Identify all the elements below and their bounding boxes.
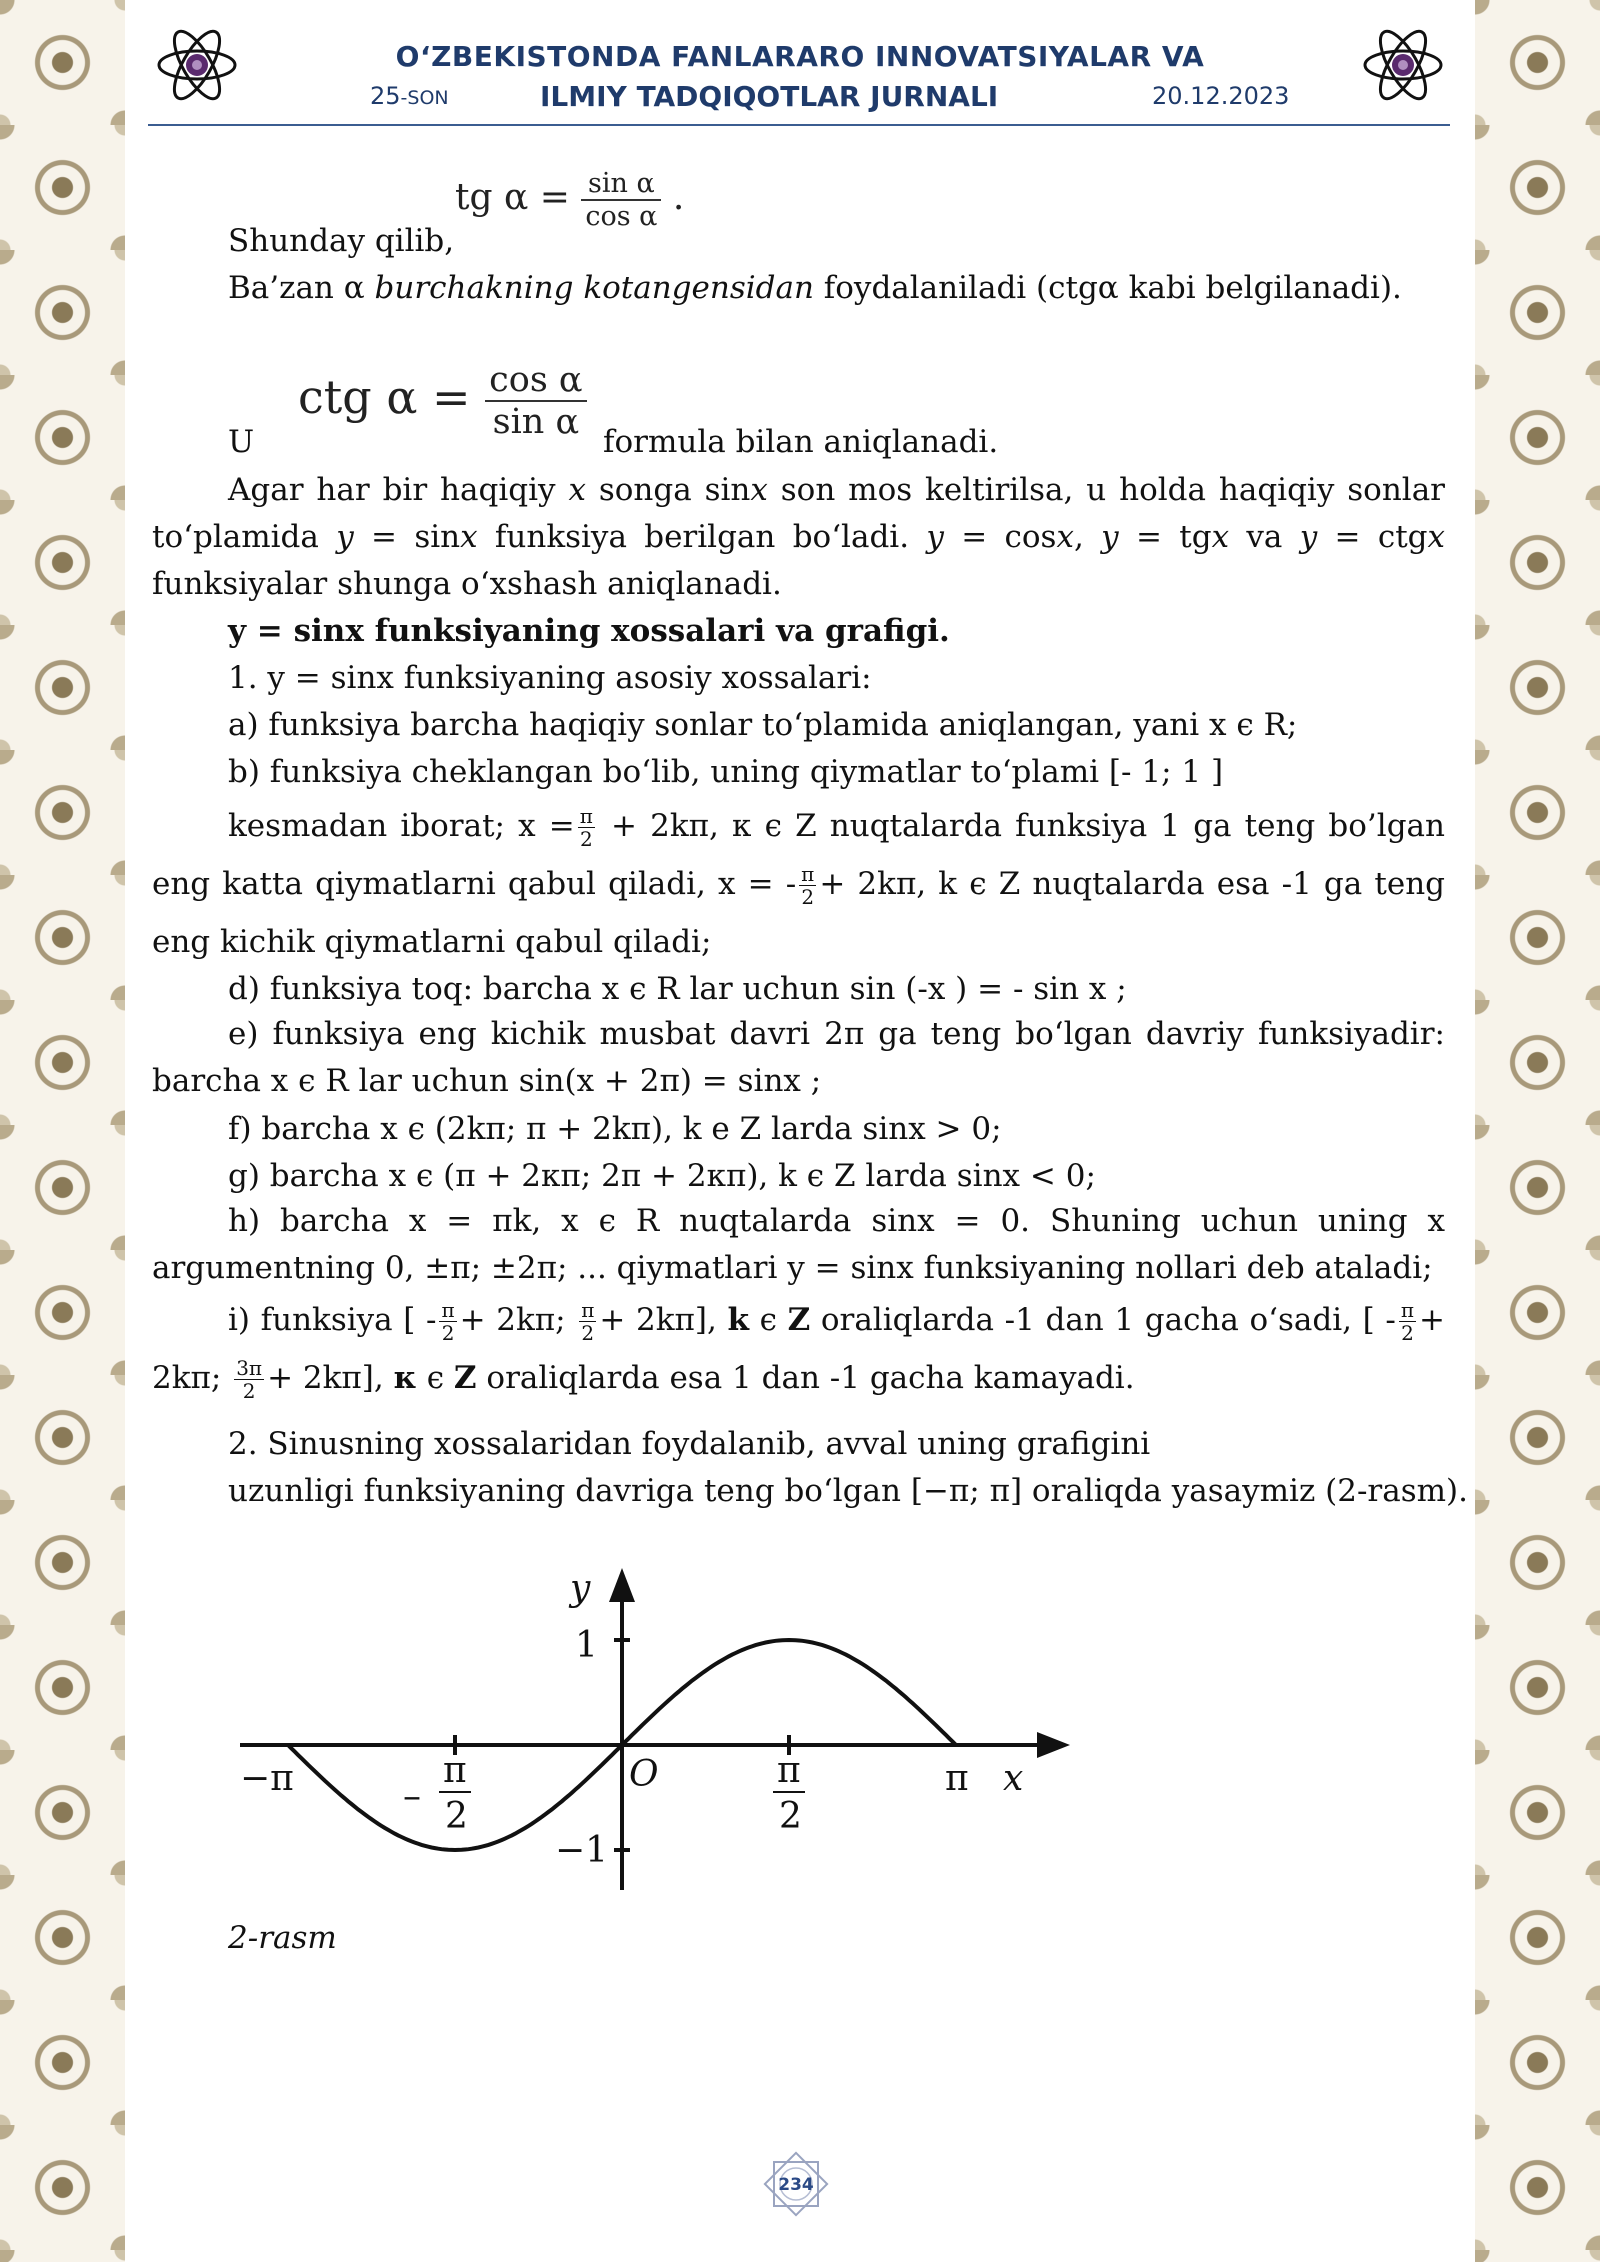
x-tick-label-half-den: 2 xyxy=(779,1796,802,1837)
text-bazan: Ba’zan α burchakning kotangensidan foydalaniladi (ctgα kabi belgilanadi). xyxy=(228,270,1402,306)
list-item-f: f) barcha x є (2kπ; π + 2kπ), k e Z larda sinx > 0; xyxy=(228,1111,1002,1147)
list-item-a: a) funksiya barcha haqiqiy sonlar to‘plamida aniqlangan, yani x є R; xyxy=(228,707,1298,743)
list-item-h: h) barcha x = πk, x є R nuqtalarda sinx = 0. Shuning uchun uning x argumentning 0, ±π; ±2π; ... qiymatlari y = sinx funksiyaning nollari deb ataladi; xyxy=(152,1203,1445,1286)
x-tick-label-neg-pi: −π xyxy=(240,1758,294,1799)
cotangent-formula: ctg α = $\frac{\text{cos α}}{\text{sin α}}$ xyxy=(298,360,587,442)
sine-graph-figure xyxy=(225,1560,1085,1910)
list-item-i: i) funksiya [ - $\frac{\pi}{2}$ + 2kπ; $\frac{\pi}{2}$ + 2kπ], k є Z oraliqlarda -1 dan 1 gacha o‘sadi, [ - $\frac{\pi}{2}$ + 2kπ; $\frac{3\pi}{2}$ + 2kπ], κ є Z oraliqlarda esa 1 dan -1 gacha kamayadi. xyxy=(152,1298,1445,1403)
page-number: 234 xyxy=(778,2175,814,2195)
origin-label: O xyxy=(629,1754,659,1795)
header-subline xyxy=(0,80,1600,116)
x-axis-label: x xyxy=(1003,1758,1024,1799)
list-item-1: 1. y = sinx funksiyaning asosiy xossalari: xyxy=(228,660,872,696)
list-item-g: g) barcha x є (π + 2κπ; 2π + 2κπ), k є Z larda sinx < 0; xyxy=(228,1158,1096,1194)
page-number-frame xyxy=(760,2148,832,2220)
journal-title-line2: ILMIY TADQIQOTLAR JURNALI xyxy=(540,80,999,113)
journal-title-line1: O‘ZBEKISTONDA FANLARARO INNOVATSIYALAR VA xyxy=(395,40,1205,73)
list-item-b: b) funksiya cheklangan bo‘lib, uning qiymatlar to‘plami [- 1; 1 ] xyxy=(228,754,1224,790)
text-shunday: Shunday qilib, xyxy=(228,223,455,259)
paragraph-agar: Agar har bir haqiqiy x songa sinx son mos keltirilsa, u holda haqiqiy sonlar to‘plamida y = sinx funksiya berilgan bo‘ladi. y = cosx, y = tgx va y = ctgx funksiyalar shunga o‘xshash aniqlanadi. xyxy=(152,472,1445,602)
ornamental-border-left xyxy=(0,0,125,2262)
text-u: U xyxy=(228,424,255,460)
section-heading: y = sinx funksiyaning xossalari va grafigi. xyxy=(228,613,950,649)
header-divider xyxy=(148,124,1450,126)
list-item-e: e) funksiya eng kichik musbat davri 2π ga teng bo‘lgan davriy funksiyadir: barcha x є R lar uchun sin(x + 2π) = sinx ; xyxy=(152,1016,1445,1099)
x-axis-arrow-icon xyxy=(1037,1732,1070,1758)
x-tick-label-neg-half-num: π xyxy=(443,1750,467,1791)
paragraph-kesma: kesmadan iborat; x = $\frac{\pi}{2}$ + 2kπ, κ є Z nuqtalarda funksiya 1 ga teng bo’lgan eng katta qiymatlarni qabul qiladi, x = - $\frac{\pi}{2}$ + 2kπ, k є Z nuqtalarda esa -1 ga teng eng kichik qiymatlarni qabul qiladi; xyxy=(152,804,1446,960)
y-axis-label: y xyxy=(570,1568,591,1609)
x-tick-label-neg-half-den: 2 xyxy=(445,1796,468,1837)
y-axis-arrow-icon xyxy=(609,1568,635,1602)
figure-caption: 2-rasm xyxy=(228,1920,337,1956)
y-tick-label-neg1: −1 xyxy=(555,1830,609,1871)
issue-date: 20.12.2023 xyxy=(1152,82,1290,110)
list-item-d: d) funksiya toq: barcha x є R lar uchun sin (-x ) = - sin x ; xyxy=(228,971,1127,1007)
list-item-2-line2: uzunligi funksiyaning davriga teng bo‘lgan [−π; π] oraliqda yasaymiz (2-rasm). xyxy=(228,1473,1468,1509)
issue-number: 25-SON xyxy=(370,82,449,110)
list-item-2-line1: 2. Sinusning xossalaridan foydalanib, avval uning grafigini xyxy=(228,1426,1151,1462)
y-tick-label-1: 1 xyxy=(575,1625,598,1666)
text-formula-suffix: formula bilan aniqlanadi. xyxy=(603,424,999,460)
x-tick-label-half-num: π xyxy=(777,1750,801,1791)
x-tick-label-pi: π xyxy=(945,1758,969,1799)
ornamental-border-right xyxy=(1475,0,1600,2262)
x-tick-label-neg-half-minus: – xyxy=(403,1776,421,1817)
tangent-formula: tg α = $\frac{\text{sin α}}{\text{cos α}}$ . xyxy=(455,168,685,232)
